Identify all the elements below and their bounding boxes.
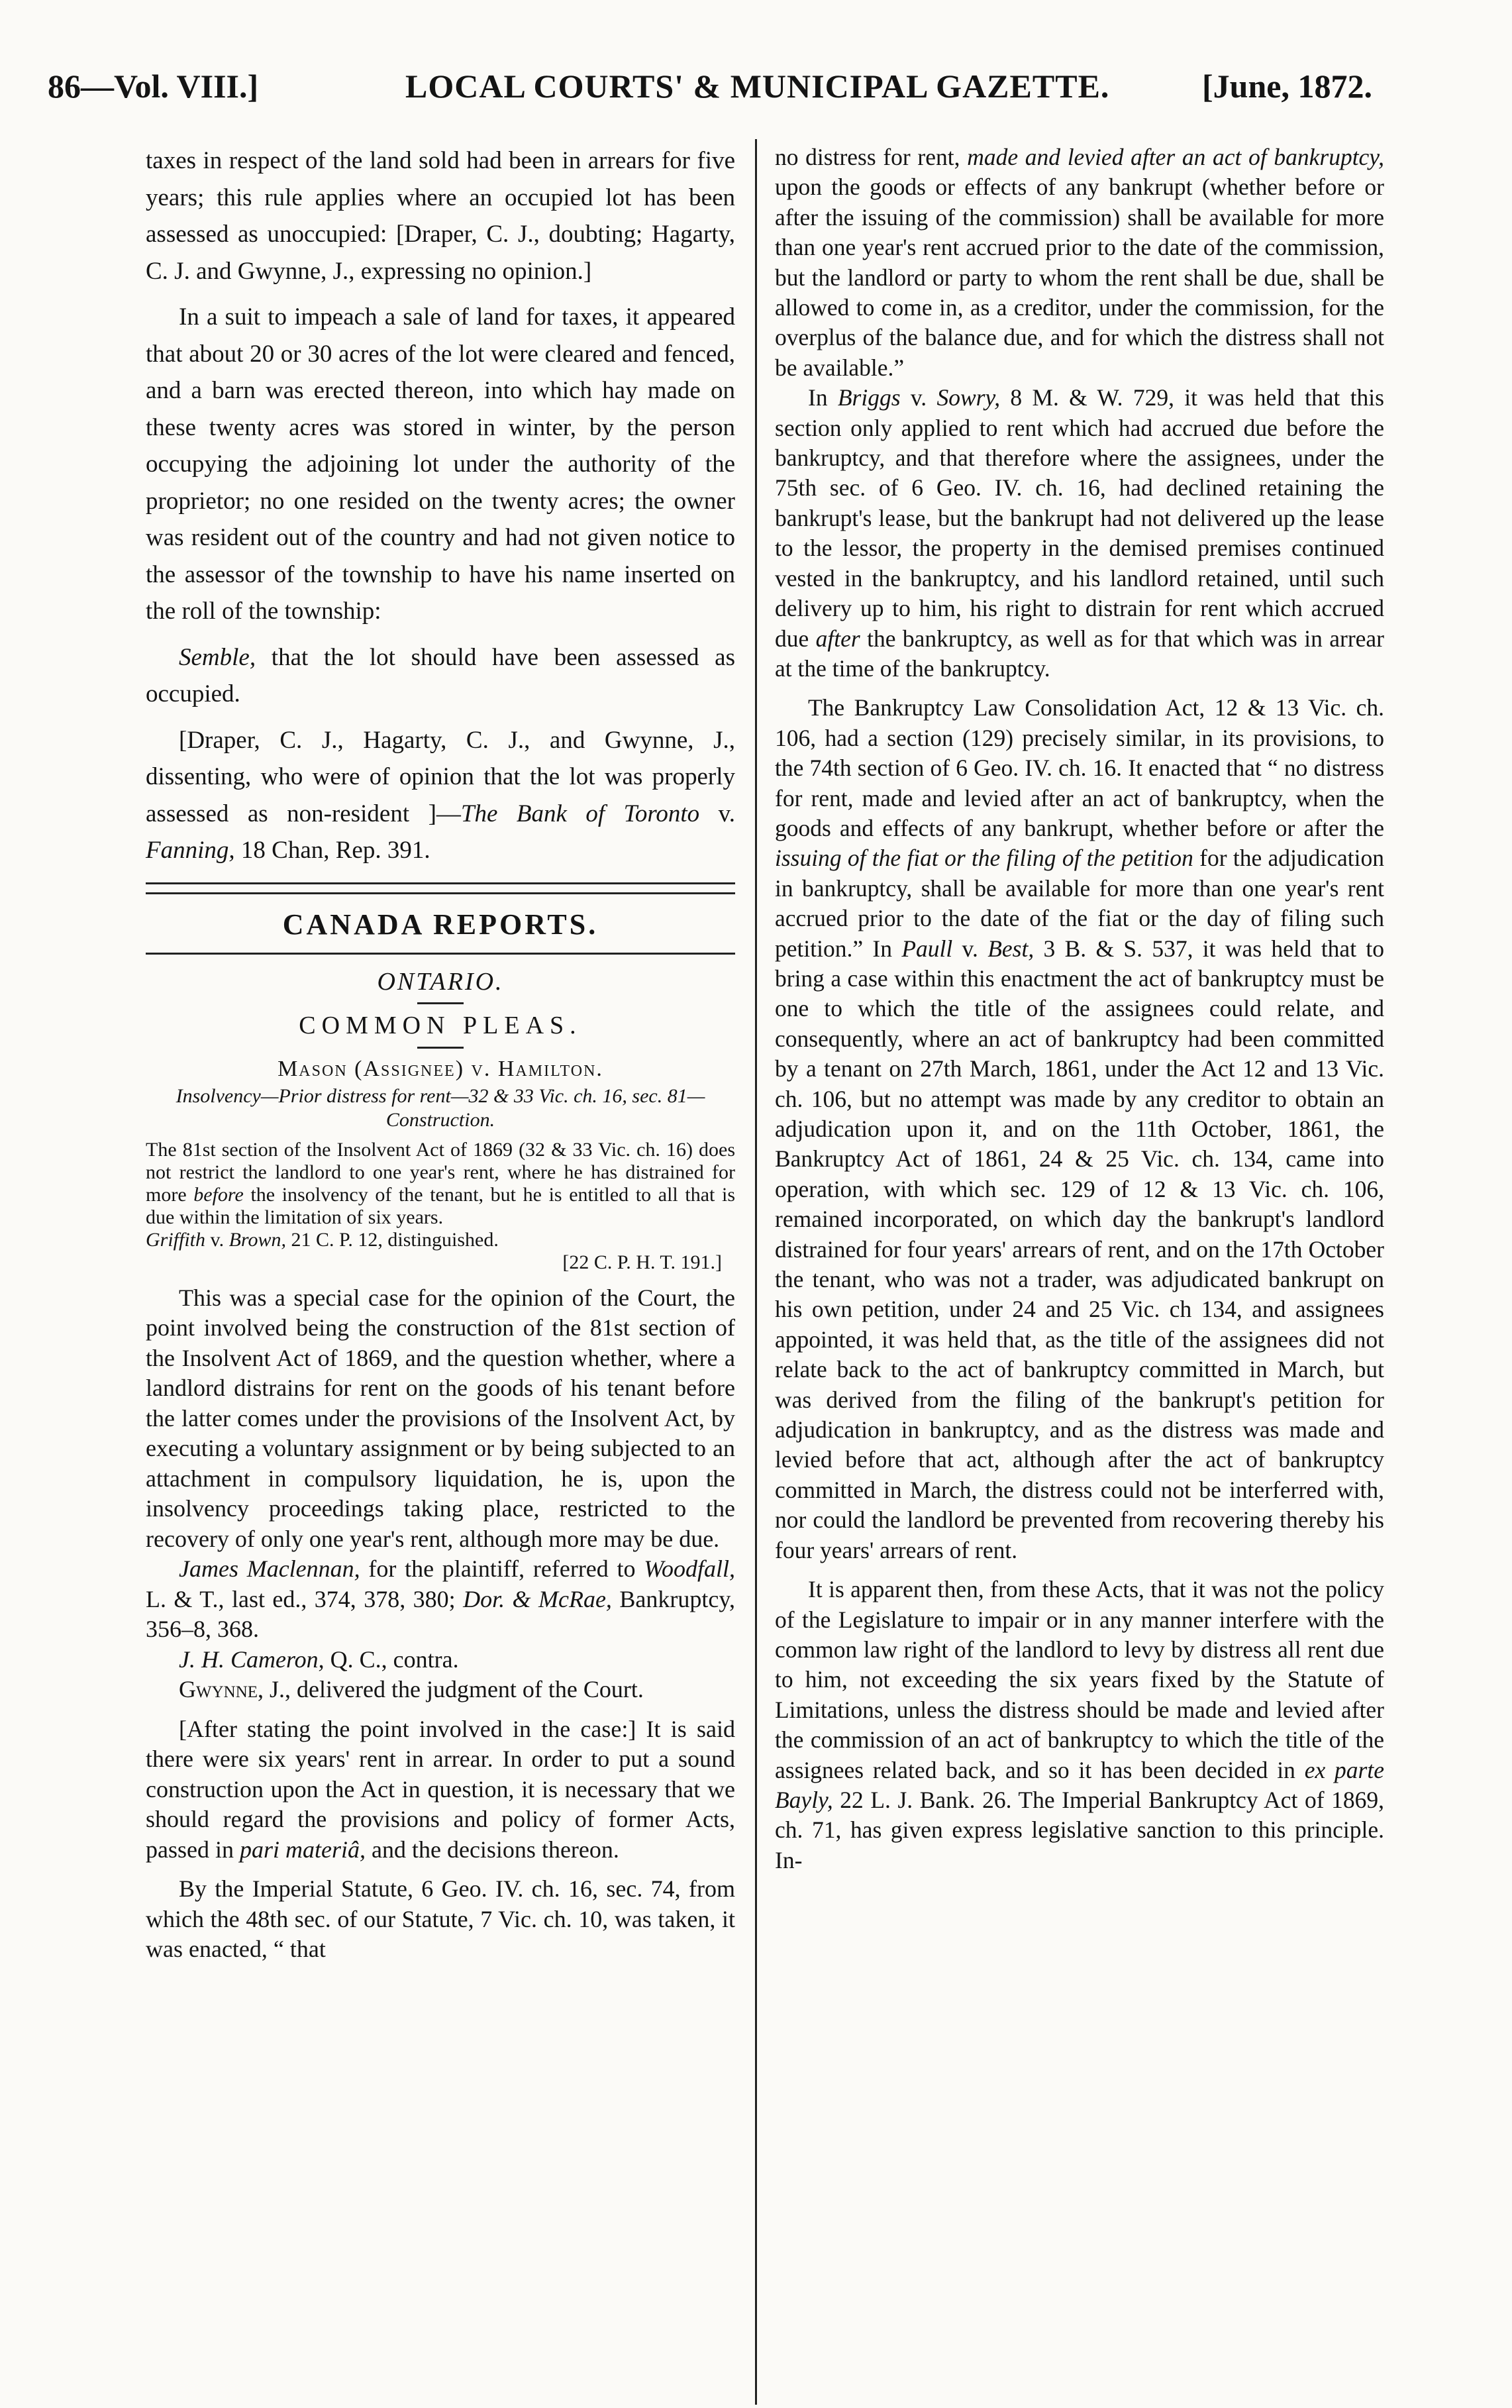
left-column: [146, 142, 735, 1965]
paragraph: In a suit to impeach a sale of land for taxes, it appeared that about 20 or 30 acres of the lot were cleared and fenced, and a barn was erected thereon, into which hay made on these twenty acres was stored in winter, by the person occupying the adjoining lot under the authority of the proprietor; no one resided on the twenty acres; the owner was resident out of the country and had not given notice to the assessor of the township to have his name inserted on the roll of the township:: [146, 303, 735, 625]
paragraph: J. H. Cameron, Q. C., contra.: [179, 1646, 459, 1673]
court-heading: COMMON PLEAS.: [299, 1011, 582, 1039]
term-citation: [22 C. P. H. T. 191.]: [562, 1251, 722, 1273]
paragraph: [Draper, C. J., Hagarty, C. J., and Gwynne, J., dissenting, who were of opinion that the lot was properly assessed as non-resident ]—The Bank of Toronto v. Fanning, 18 Chan, Rep. 391.: [146, 726, 735, 864]
province-heading: ONTARIO.: [377, 967, 504, 996]
paragraph: By the Imperial Statute, 6 Geo. IV. ch. 16, sec. 74, from which the 48th sec. of our Statute, 7 Vic. ch. 10, was taken, it was enacted, “ that: [146, 1875, 735, 1962]
paragraph: [After stating the point involved in the case:] It is said there were six years' rent in arrear. In order to put a sound construction upon the Act in question, it is necessary that we should regard the provisions and policy of former Acts, passed in pari materiâ, and the decisions thereon.: [146, 1715, 735, 1863]
paragraph: James Maclennan, for the plaintiff, referred to Woodfall, L. & T., last ed., 374, 378, 380; Dor. & McRae, Bankruptcy, 356–8, 368.: [146, 1555, 735, 1642]
publication-title: LOCAL COURTS' & MUNICIPAL GAZETTE.: [405, 68, 1110, 105]
paragraph: taxes in respect of the land sold had been in arrears for five years; this rule applies where an occupied lot has been assessed as unoccupied: [Draper, C. J., doubting; Hagarty, C. J. and Gwynne, J., expressing no opinion.]: [146, 147, 735, 285]
paragraph: In Briggs v. Sowry, 8 M. & W. 729, it was held that this section only applied to rent which had accrued due before the bankruptcy, and that therefore where the assignees, under the 75th sec. of 6 Geo. IV. ch. 16, had declined retaining the bankrupt's lease, but the bankrupt had not delivered up the lease to the lessor, the property in the demised premises continued vested in the bankruptcy, and his landlord retained, until such delivery up to him, his right to distrain for rent which accrued due after the bankruptcy, as well as for that which was in arrear at the time of the bankruptcy.: [775, 384, 1385, 682]
distinguished-case: Griffith v. Brown, 21 C. P. 12, distinguished.: [146, 1228, 499, 1251]
column-divider: [755, 139, 757, 2405]
case-title: Mason (Assignee) v. Hamilton.: [277, 1056, 603, 1081]
short-rule: [417, 1002, 464, 1004]
double-rule: [146, 882, 735, 894]
paragraph: Gwynne, J., delivered the judgment of the Court.: [179, 1676, 644, 1702]
headnote: The 81st section of the Insolvent Act of 1869 (32 & 33 Vic. ch. 16) does not restrict the landlord to one year's rent, where he has distrained for more before the insolvency of the tenant, but he is entitled to all that is due within the limitation of six years.: [146, 1138, 736, 1228]
paragraph: The Bankruptcy Law Consolidation Act, 12 & 13 Vic. ch. 106, had a section (129) precisely similar, in its provisions, to the 74th section of 6 Geo. IV. ch. 16. It enacted that “ no distress for rent, made and levied after an act of bankruptcy, when the goods and effects of any bankrupt, whether before or after the issuing of the fiat or the filing of the petition for the adjudication in bankruptcy, shall be available for more than one year's rent accrued prior to the date of the fiat or the day of filing such petition.” In Paull v. Best, 3 B. & S. 537, it was held that to bring a case within this enactment the act of bankruptcy must be one to which the title of the assignees could relate, and consequently, where an act of bankruptcy had been committed by a tenant on 27th March, 1861, under the Act 12 and 13 Vic. ch. 106, but no attempt was made by any creditor to obtain an adjudication upon it, and on the 11th October, 1861, the Bankruptcy Act of 1861, 24 & 25 Vic. ch. 134, came into operation, with which sec. 129 of 12 & 13 Vic. ch. 106, remained incorporated, on which day the bankrupt's landlord distrained for four years' arrears of rent, and on the 17th October the tenant, who was not a trader, was adjudicated bankrupt on his own petition, under 24 and 25 Vic. ch 134, and assignees appointed, it was held that, as the title of the assignees did not relate back to the act of bankruptcy committed in March, but was derived from the filing of the bankrupt's petition for adjudication in bankruptcy, and as the distress was made and levied before that act, although after the act of bankruptcy committed in March, the distress could not be interferred with, nor could the landlord be prevented from recovering thereby his four years' arrears of rent.: [775, 694, 1384, 1563]
paragraph: no distress for rent, made and levied after an act of bankruptcy, upon the goods or effects of any bankrupt (whether before or after the issuing of the commission) shall be available for more than one year's rent accrued prior to the date of the commission, but the landlord or party to whom the rent shall be due, shall be allowed to come in, as a creditor, under the commission, for the overplus of the balance due, and for which the distress shall not be available.”: [775, 144, 1384, 381]
section-heading: CANADA REPORTS.: [282, 908, 599, 941]
short-rule: [417, 1047, 464, 1049]
running-header: [48, 60, 1372, 113]
paragraph: It is apparent then, from these Acts, that it was not the policy of the Legislature to impair or in any manner interfere with the common law right of the landlord to levy by distress all rent due to him, not exceeding the six years fixed by the Statute of Limitations, unless the distress should be made and levied after the commission of an act of bankruptcy to which the title of the assignees related back, and so it has been decided in ex parte Bayly, 22 L. J. Bank. 26. The Imperial Bankruptcy Act of 1869, ch. 71, has given express legislative sanction to this principle. In-: [775, 1576, 1384, 1873]
issue-date: [June, 1872.: [1202, 68, 1372, 105]
paragraph: This was a special case for the opinion of the Court, the point involved being the construction of the 81st section of the Insolvent Act of 1869, and the question whether, where a landlord distrains for rent on the goods of his tenant before the latter comes under the provisions of the Insolvent Act, by executing a voluntary assignment or by being subjected to an attachment in compulsory liquidation, he is, upon the insolvency proceedings taking place, restricted to the recovery of only one year's rent, although more may be due.: [146, 1284, 735, 1552]
right-column: [775, 142, 1384, 1875]
page-number: 86—Vol. VIII.]: [48, 68, 259, 105]
rule: [146, 953, 735, 955]
paragraph: Semble, that the lot should have been assessed as occupied.: [146, 643, 735, 707]
headnote-catchwords: Insolvency—Prior distress for rent—32 & 33 Vic. ch. 16, sec. 81—Construction.: [176, 1084, 705, 1131]
